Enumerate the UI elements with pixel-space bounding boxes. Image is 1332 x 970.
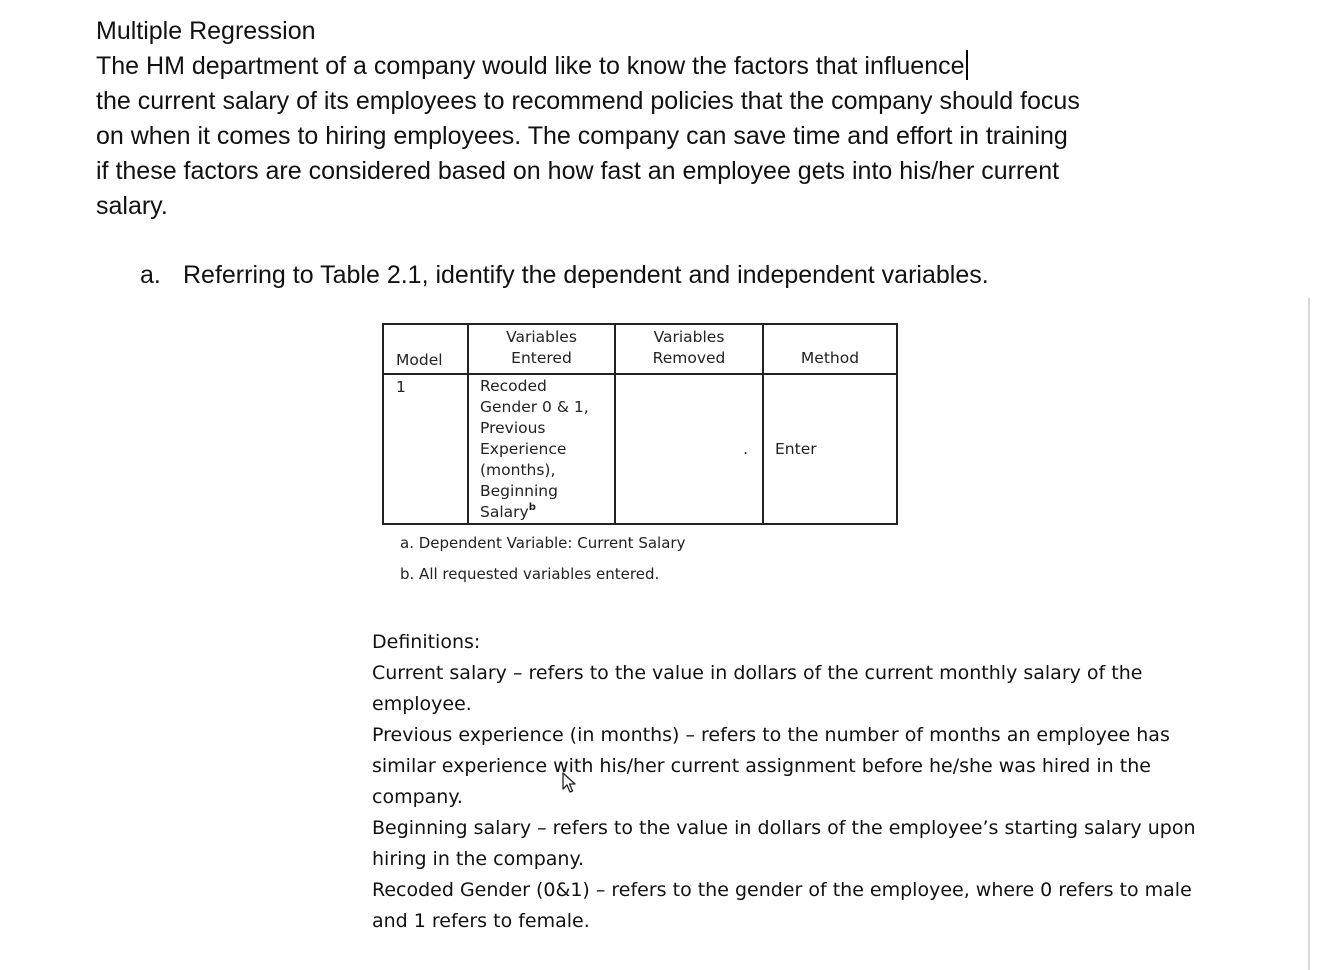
header-method: Method [763,324,897,374]
intro-paragraph[interactable] [96,49,1156,224]
document-heading: Multiple Regression [96,17,316,45]
cell-method: Enter [763,374,897,524]
cell-variables-removed: . [615,374,763,524]
header-variables-entered: Variables Entered [468,324,615,374]
intro-line: salary. [96,192,168,220]
header-model: Model [383,324,468,374]
table-footnote-b: b. All requested variables entered. [400,565,660,583]
question-text: Referring to Table 2.1, identify the dependent and independent variables. [183,261,989,289]
definition-line: and 1 refers to female. [372,910,590,932]
cell-variables-entered: Recoded Gender 0 & 1, Previous Experience (months), Beginning Salary$^b$ [468,374,615,524]
definition-line: company. [372,786,463,808]
mouse-pointer-icon [562,772,578,794]
table-footnote-a: a. Dependent Variable: Current Salary [400,534,686,552]
intro-line: The HM department of a company would like to know the factors that influence [96,49,1156,84]
intro-line: the current salary of its employees to recommend policies that the company should focus [96,87,1080,115]
page-edge-divider [1308,298,1310,970]
variables-entered-table [382,323,898,525]
intro-line: on when it comes to hiring employees. The company can save time and effort in training [96,122,1068,150]
definitions-block [372,627,1196,937]
intro-line: if these factors are considered based on how fast an employee gets into his/her current [96,157,1060,185]
question-a [140,258,989,293]
definition-line: Recoded Gender (0&1) – refers to the gender of the employee, where 0 refers to male [372,879,1192,901]
definition-line: Current salary – refers to the value in dollars of the current monthly salary of the [372,662,1143,684]
cell-model: 1 [383,374,468,524]
table-row [383,374,897,524]
text-cursor [966,50,968,80]
header-variables-removed: Variables Removed [615,324,763,374]
table-header-row [383,324,897,374]
footnote-marker-b: b [528,502,536,513]
definitions-title: Definitions: [372,631,481,653]
definition-line: similar experience with his/her current assignment before he/she was hired in the [372,755,1151,777]
question-letter: a. [140,261,161,289]
definition-line: employee. [372,693,472,715]
definition-line: hiring in the company. [372,848,585,870]
definition-line: Previous experience (in months) – refers to the number of months an employee has [372,724,1170,746]
definition-line: Beginning salary – refers to the value in dollars of the employee’s starting salary upon [372,817,1196,839]
